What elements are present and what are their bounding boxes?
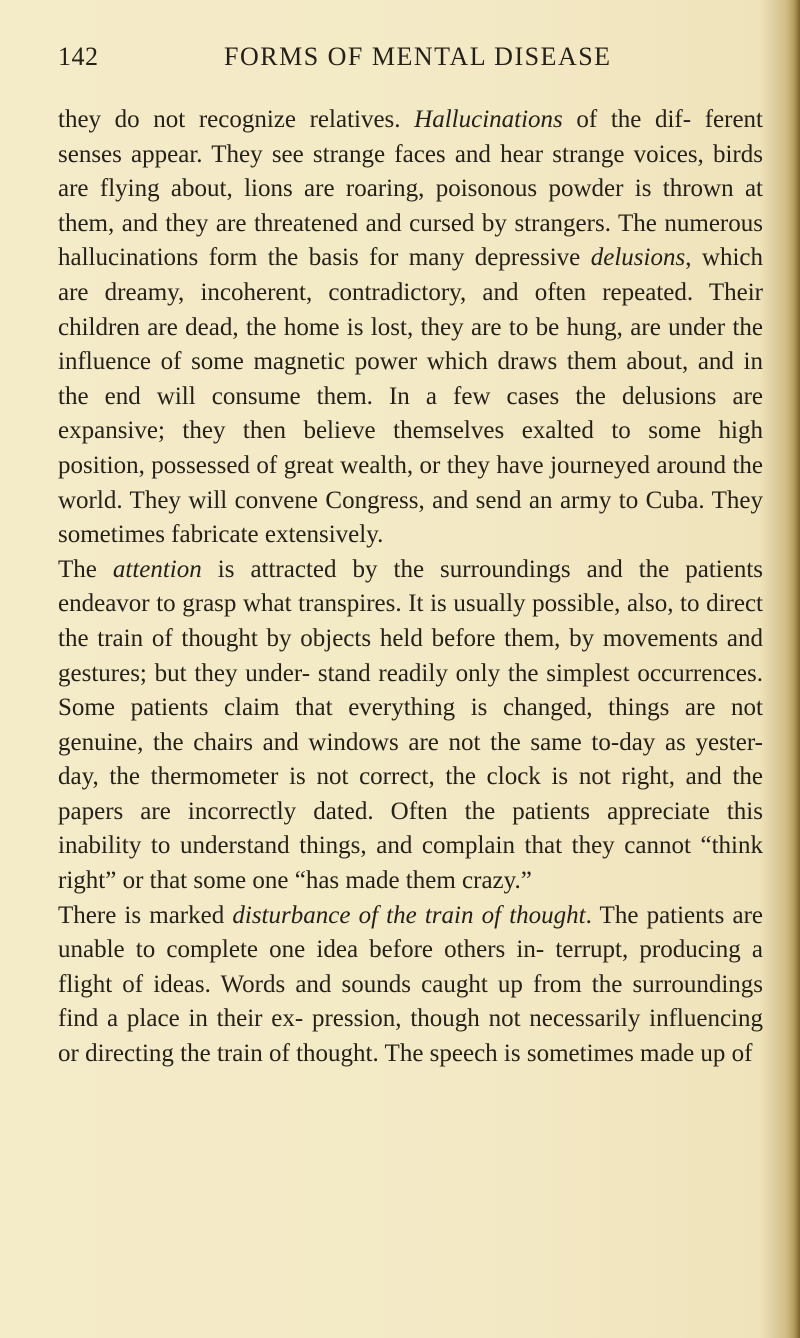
text-run: There is marked bbox=[58, 901, 233, 929]
text-run: is attracted by the surroundings and the patients endeavor to grasp what transpires. It is usually possible, also, to direct the train of thought by objects held before them, by movements and gestures; but they under- stand readily only the simplest occurrences. Some patients claim that everything is changed, things are not genuine, the chairs and windows are not the same to-day as yester- day, the thermometer is not correct, the clock is not right, and the papers are incorrectly dated. Often the patients appreciate this inability to understand things, and complain that they cannot “think right” or that some one “has made them crazy.” bbox=[58, 555, 763, 895]
text-run: they do not recognize relatives. bbox=[58, 106, 415, 133]
paragraph-hallucinations bbox=[58, 103, 763, 553]
italic-term: attention bbox=[112, 555, 202, 583]
page-header bbox=[58, 42, 758, 82]
italic-term: disturbance of the train of thought bbox=[232, 901, 586, 929]
text-run: . The patients are unable to complete one idea before others in- terrupt, producing a flight of ideas. Words and sounds caught up from the surroundings find a place in their ex- pression, though not necessarily influencing or directing the train of thought. The speech is sometimes made up of bbox=[58, 901, 763, 1068]
paragraph-attention bbox=[58, 553, 763, 899]
text-run: , which are dreamy, incoherent, contradictory, and often repeated. Their children are dead, the home is lost, they are to be hung, are under the influence of some magnetic power which draws them about, and in the end will consume them. In a few cases the delusions are expansive; they then believe themselves exalted to some high position, possessed of great wealth, or they have journeyed around the world. They will convene Congress, and send an army to Cuba. They sometimes fabricate extensively. bbox=[58, 244, 763, 549]
text-run: of the dif- ferent senses appear. They see strange faces and hear strange voices, birds are flying about, lions are roaring, poisonous powder is thrown at them, and they are threatened and cursed by strangers. The numerous hallucinations form the basis for many depressive bbox=[58, 106, 763, 272]
text-run: The bbox=[58, 555, 113, 583]
body-text bbox=[58, 103, 763, 1072]
paragraph-train-of-thought bbox=[58, 899, 763, 1072]
italic-term: Hallucinations bbox=[414, 106, 563, 133]
page-number: 142 bbox=[58, 42, 99, 71]
running-head: FORMS OF MENTAL DISEASE bbox=[224, 42, 612, 71]
page-edge-shadow bbox=[786, 0, 800, 1338]
italic-term: delusions bbox=[590, 244, 686, 272]
